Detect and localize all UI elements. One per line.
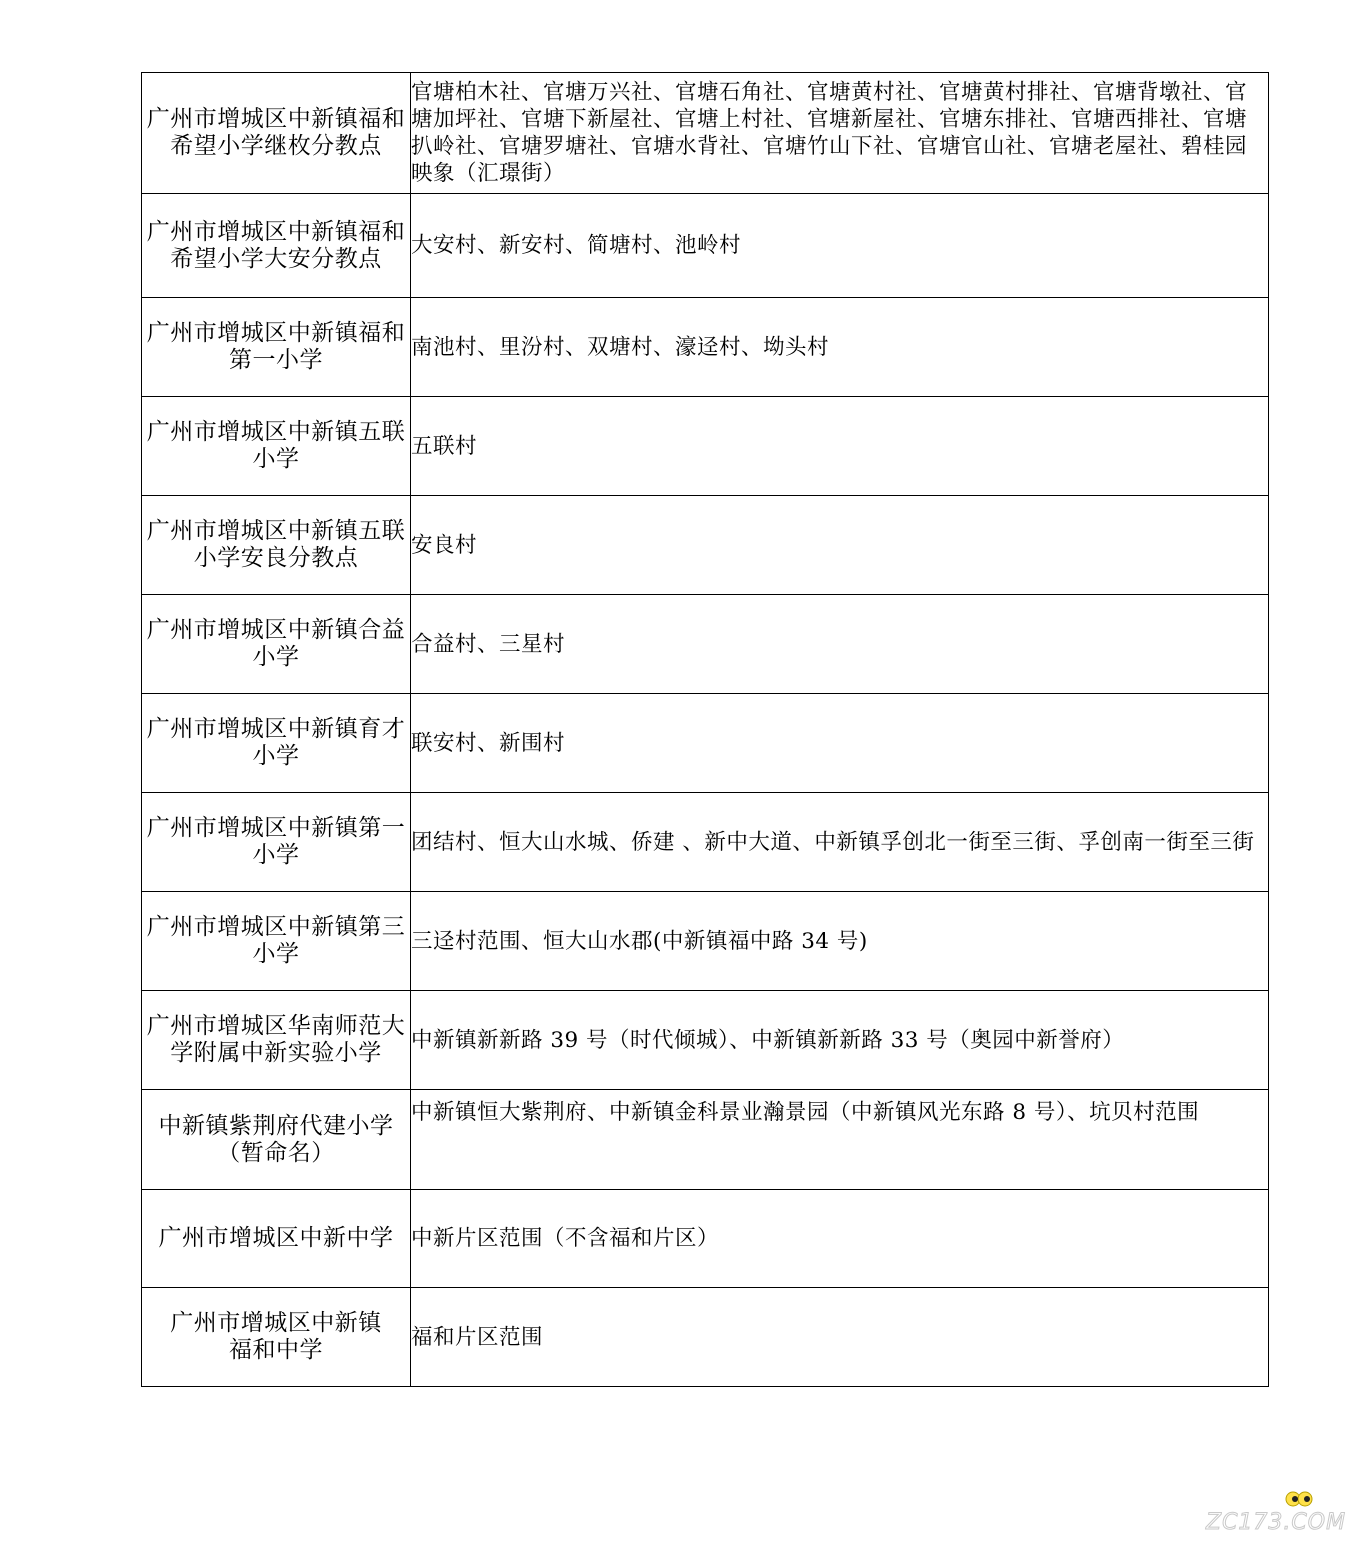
- enrollment-area-cell: [411, 1090, 1269, 1190]
- site-watermark: [1206, 1495, 1346, 1535]
- enrollment-area-cell: [411, 73, 1269, 194]
- table-row: [142, 793, 1269, 892]
- enrollment-area: 三迳村范围、恒大山水郡(中新镇福中路 34 号): [411, 928, 868, 954]
- school-name-cell: [142, 595, 411, 694]
- school-name: 广州市增城区中新镇福和希望小学继枚分教点: [146, 106, 406, 159]
- enrollment-area: 福和片区范围: [411, 1324, 544, 1350]
- enrollment-area-cell: [411, 793, 1269, 892]
- enrollment-area: 安良村: [411, 532, 478, 558]
- enrollment-area-cell: [411, 496, 1269, 595]
- enrollment-area-cell: [411, 991, 1269, 1090]
- enrollment-area: 大安村、新安村、简塘村、池岭村: [411, 233, 742, 258]
- enrollment-area: 官塘柏木社、官塘万兴社、官塘石角社、官塘黄村社、官塘黄村排社、官塘背墩社、官塘加坪社、官塘下新屋社、官塘上村社、官塘新屋社、官塘东排社、官塘西排社、官塘扒岭社、官塘罗塘社、官塘水背社、官塘竹山下社、官塘官山社、官塘老屋社、碧桂园映象（汇璟街）: [411, 80, 1248, 186]
- table-row: [142, 1190, 1269, 1288]
- enrollment-area: 南池村、里汾村、双塘村、濠迳村、坳头村: [411, 334, 830, 360]
- enrollment-area: 中新镇恒大紫荆府、中新镇金科景业瀚景园（中新镇风光东路 8 号）、坑贝村范围: [411, 1100, 1200, 1125]
- table-row: [142, 73, 1269, 194]
- school-name-cell: [142, 1190, 411, 1288]
- enrollment-area: 五联村: [411, 433, 478, 459]
- table-row: [142, 892, 1269, 991]
- school-name-cell: [142, 496, 411, 595]
- school-name-cell: [142, 991, 411, 1090]
- school-name: 中新镇紫荆府代建小学（暂命名）: [158, 1112, 394, 1166]
- school-name: 广州市增城区中新镇第一小学: [146, 815, 406, 868]
- enrollment-area: 合益村、三星村: [411, 631, 566, 657]
- table-row: [142, 496, 1269, 595]
- watermark-eyes-icon: [1284, 1489, 1314, 1509]
- school-name: 广州市增城区中新镇福和第一小学: [146, 320, 406, 373]
- enrollment-area: 团结村、恒大山水城、侨建 、新中大道、中新镇孚创北一街至三街、孚创南一街至三街: [411, 829, 1255, 855]
- enrollment-area-cell: [411, 298, 1269, 397]
- table-row: [142, 1288, 1269, 1387]
- enrollment-area: 中新镇新新路 39 号（时代倾城）、中新镇新新路 33 号（奥园中新誉府）: [411, 1027, 1125, 1053]
- table-row: [142, 694, 1269, 793]
- school-name: 广州市增城区华南师范大学附属中新实验小学: [146, 1013, 406, 1066]
- enrollment-area: 联安村、新围村: [411, 730, 566, 756]
- school-name: 广州市增城区中新镇育才小学: [146, 716, 406, 769]
- table-row: [142, 194, 1269, 298]
- enrollment-area-cell: [411, 397, 1269, 496]
- enrollment-area: 中新片区范围（不含福和片区）: [411, 1226, 720, 1251]
- enrollment-area-cell: [411, 694, 1269, 793]
- school-name-cell: [142, 397, 411, 496]
- table-row: [142, 1090, 1269, 1190]
- school-name-cell: [142, 1090, 411, 1190]
- school-name-cell: [142, 73, 411, 194]
- watermark-text: ZC173.COM: [1206, 1510, 1347, 1535]
- enrollment-area-cell: [411, 595, 1269, 694]
- school-name: 广州市增城区中新镇福和中学: [170, 1310, 382, 1363]
- school-name: 广州市增城区中新镇合益小学: [146, 617, 406, 670]
- school-name-cell: [142, 793, 411, 892]
- school-name: 广州市增城区中新中学: [158, 1225, 394, 1251]
- enrollment-area-cell: [411, 1288, 1269, 1387]
- school-name-cell: [142, 892, 411, 991]
- school-name: 广州市增城区中新镇福和希望小学大安分教点: [146, 218, 406, 272]
- school-name: 广州市增城区中新镇第三小学: [146, 914, 406, 967]
- enrollment-area-cell: [411, 892, 1269, 991]
- enrollment-area-cell: [411, 194, 1269, 298]
- school-zoning-table: [141, 72, 1269, 1387]
- school-name-cell: [142, 694, 411, 793]
- school-name-cell: [142, 194, 411, 298]
- table-row: [142, 991, 1269, 1090]
- table-row: [142, 298, 1269, 397]
- school-name: 广州市增城区中新镇五联小学: [146, 419, 406, 472]
- school-name-cell: [142, 298, 411, 397]
- table-row: [142, 397, 1269, 496]
- school-name: 广州市增城区中新镇五联小学安良分教点: [146, 518, 406, 571]
- table-row: [142, 595, 1269, 694]
- school-name-cell: [142, 1288, 411, 1387]
- enrollment-area-cell: [411, 1190, 1269, 1288]
